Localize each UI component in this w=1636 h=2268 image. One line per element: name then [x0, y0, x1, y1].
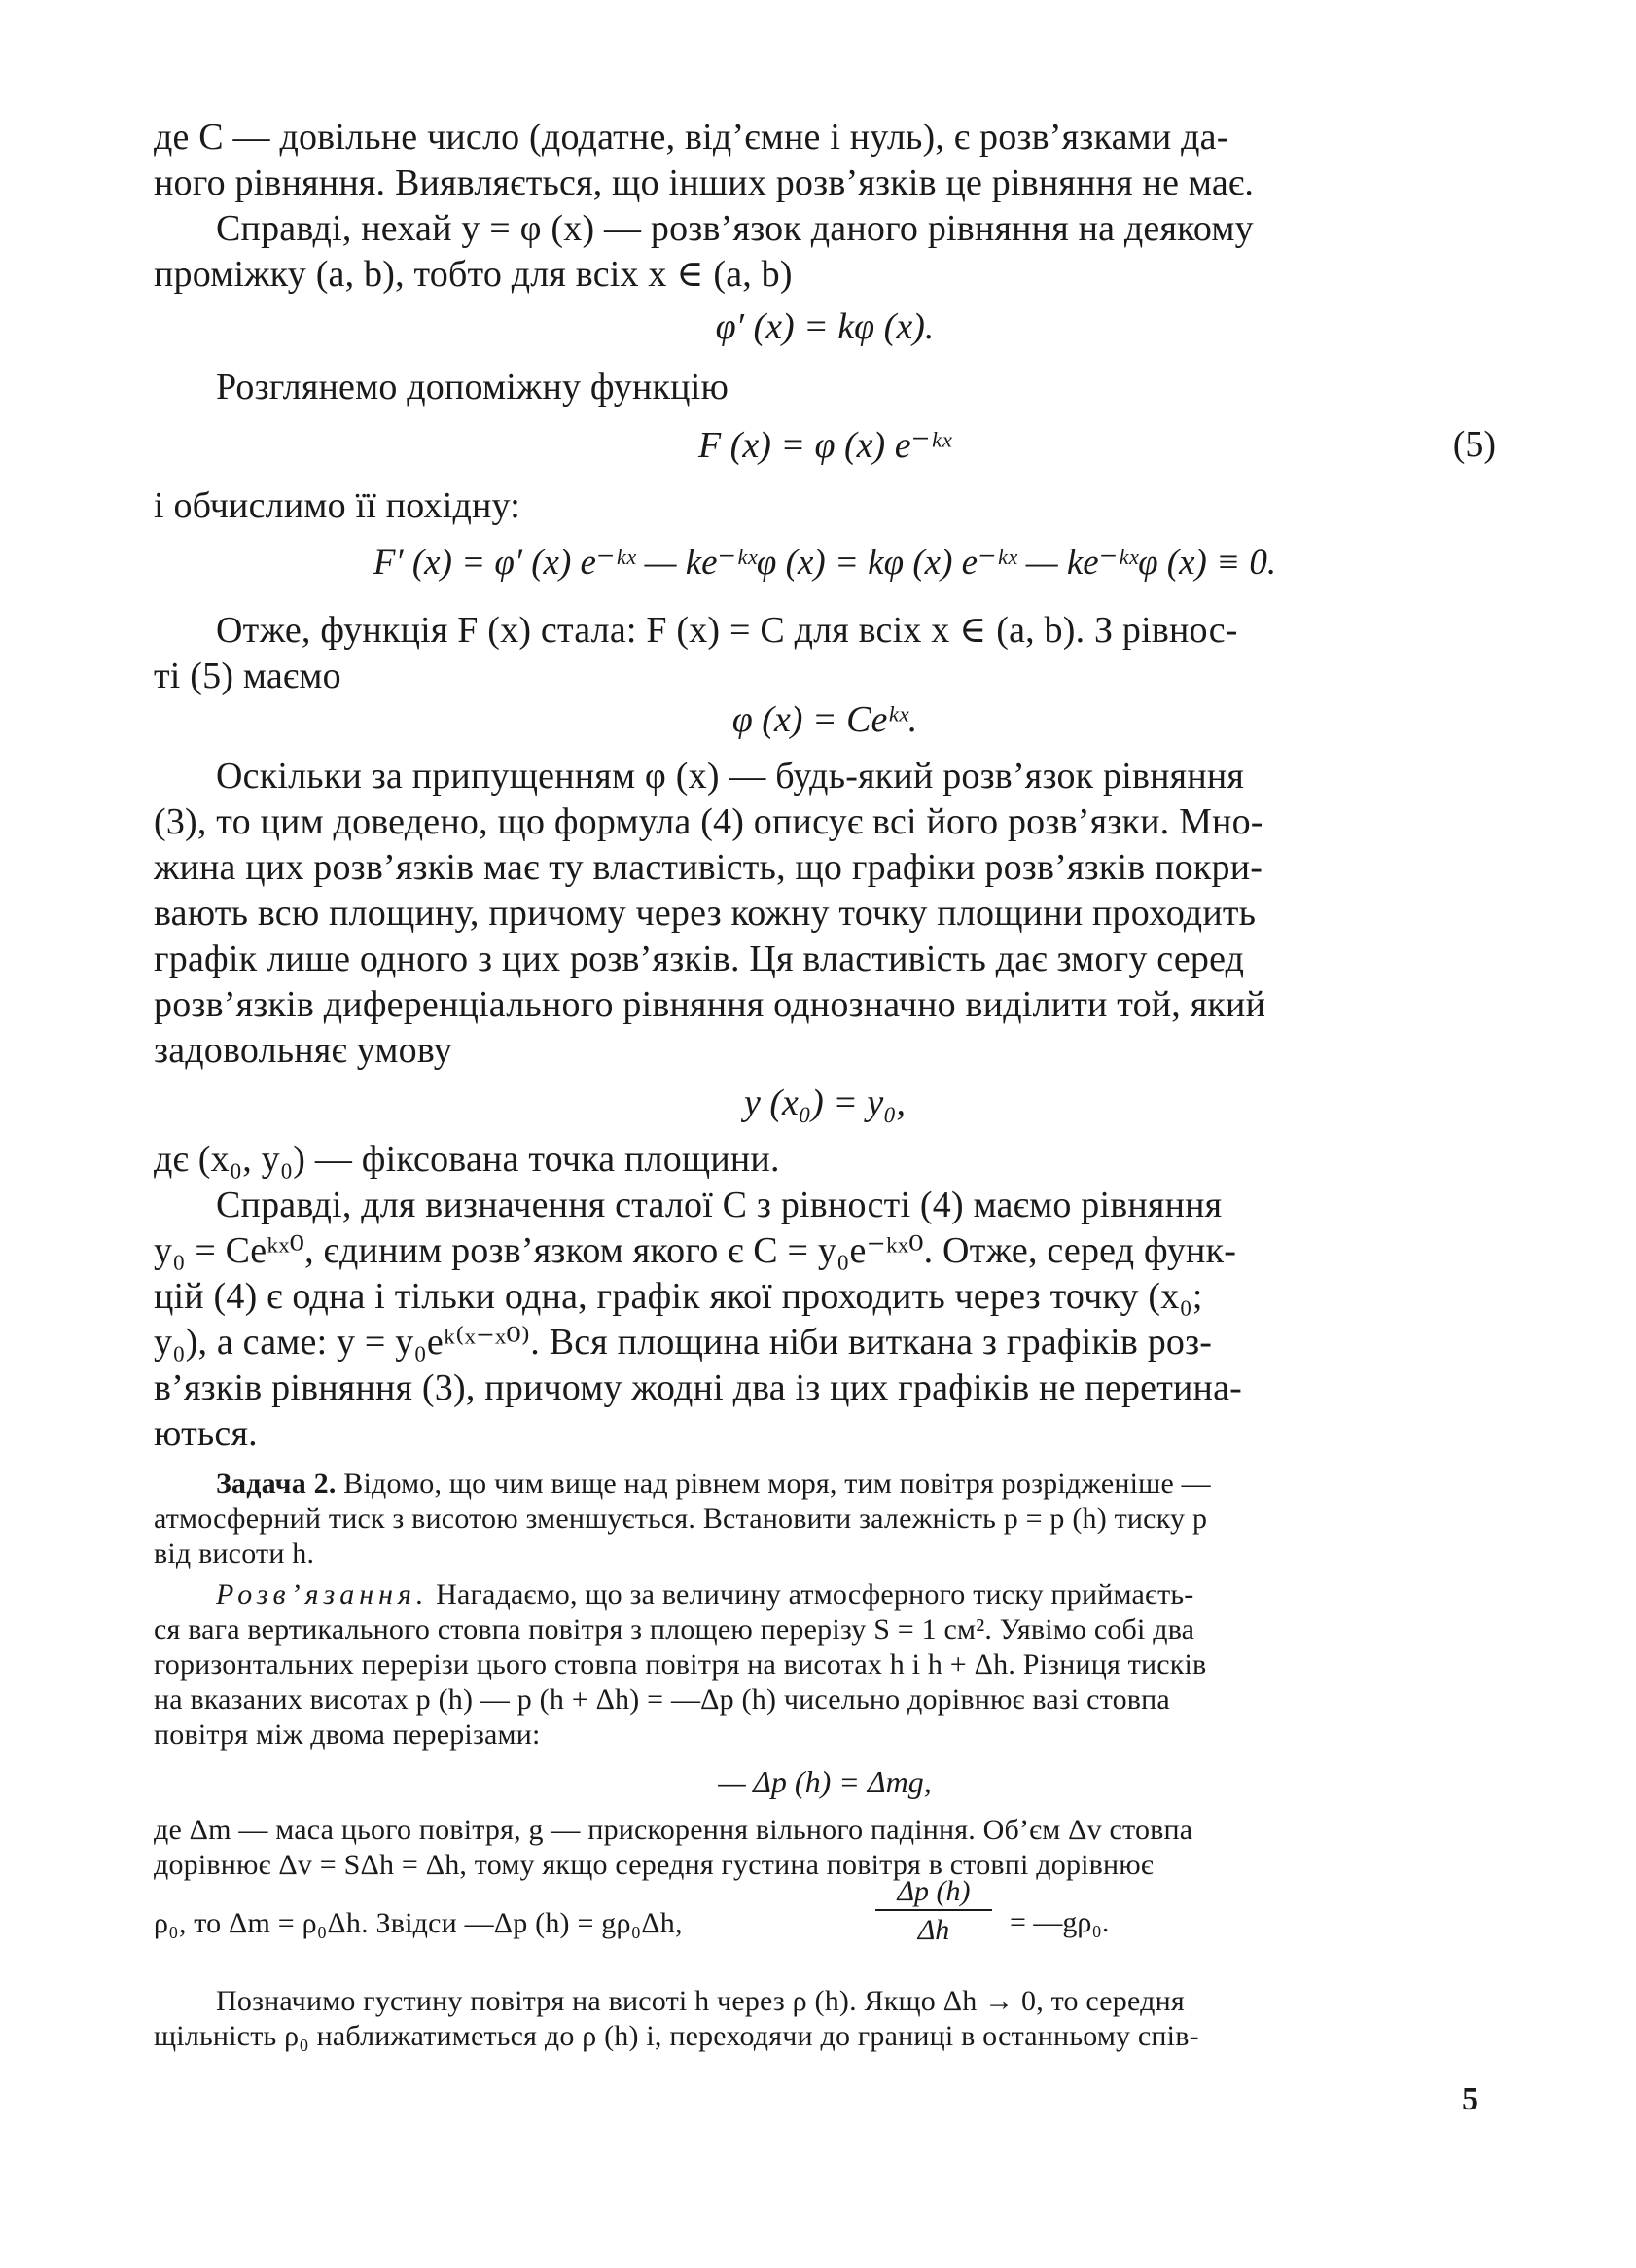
- equation: — Δp (h) = Δmg,: [718, 1764, 932, 1799]
- task-line: атмосферний тиск з висотою зменшується. Встановити залежність p = p (h) тиску p: [154, 1503, 1208, 1535]
- text-line: Розглянемо допоміжну функцію: [216, 367, 729, 408]
- equation: φ′ (x) = kφ (x).: [715, 306, 935, 347]
- task-label: Задача 2.: [216, 1468, 337, 1500]
- text-line: y₀), а саме: y = y₀eᵏ⁽ˣ⁻ˣ⁰⁾. Вся площина ніби виткана з графіків роз-: [154, 1322, 1213, 1363]
- text-line: задовольняє умову: [154, 1030, 452, 1071]
- equation: y (x₀) = y₀,: [744, 1082, 906, 1123]
- solution-line: [216, 1577, 1461, 1612]
- text-line: y₀ = Ceᵏˣ⁰, єдиним розв’язком якого є C = y₀e⁻ᵏˣ⁰. Отже, серед функ-: [154, 1230, 1237, 1271]
- fraction-numerator: Δp (h): [897, 1875, 971, 1907]
- task-text: Відомо, що чим вище над рівнем моря, тим повітря розрідженіше —: [343, 1468, 1211, 1500]
- text-line: (3), то цим доведено, що формула (4) описує всі його розв’язки. Мно-: [154, 801, 1263, 842]
- equation-tail: = —gρ₀.: [1010, 1906, 1110, 1938]
- text-line: жина цих розв’язків має ту властивість, що графіки розв’язків покри-: [154, 847, 1263, 888]
- equation: F′ (x) = φ′ (x) e⁻ᵏˣ — ke⁻ᵏˣφ (x) = kφ (x) e⁻ᵏˣ — ke⁻ᵏˣφ (x) ≡ 0.: [373, 543, 1277, 583]
- task-line: [216, 1467, 1496, 1502]
- text-line: Справді, для визначення сталої C з рівності (4) маємо рівняння: [216, 1185, 1223, 1225]
- text-line: ються.: [154, 1413, 258, 1454]
- solution-line: повітря між двома перерізами:: [154, 1719, 541, 1751]
- text-line: розв’язків диференціального рівняння однозначно виділити той, який: [154, 984, 1266, 1025]
- text-line: в’язків рівняння (3), причому жодні два із цих графіків не перетина-: [154, 1367, 1243, 1408]
- text-line: Справді, нехай y = φ (x) — розв’язок даного рівняння на деякому: [216, 208, 1254, 249]
- text-line: ті (5) маємо: [154, 656, 341, 696]
- task-line: від висоти h.: [154, 1538, 315, 1570]
- text-line: ного рівняння. Виявляється, що інших розв’язків це рівняння не має.: [154, 162, 1255, 203]
- solution-line: Позначимо густину повітря на висоті h через ρ (h). Якщо Δh → 0, то середня: [216, 1985, 1185, 2017]
- equation-number: (5): [1452, 424, 1496, 465]
- text-line: Оскільки за припущенням φ (x) — будь-який розв’язок рівняння: [216, 756, 1245, 797]
- text-line: графік лише одного з цих розв’язків. Ця властивість дає змогу серед: [154, 939, 1245, 979]
- fraction-denominator: Δh: [917, 1914, 950, 1946]
- equation: φ (x) = Ceᵏˣ.: [731, 699, 918, 740]
- solution-line: де Δm — маса цього повітря, g — прискорення вільного падіння. Об’єм Δv стовпа: [154, 1814, 1193, 1846]
- text-line: дє (x₀, y₀) — фіксована точка площини.: [154, 1139, 780, 1180]
- text-line: проміжку (a, b), тобто для всіх x ∈ (a, b): [154, 254, 793, 295]
- text-line: вають всю площину, причому через кожну точку площини проходить: [154, 893, 1257, 934]
- solution-line: ρ₀, то Δm = ρ₀Δh. Звідси —Δp (h) = gρ₀Δh,: [154, 1907, 683, 1939]
- solution-line: щільність ρ₀ наближатиметься до ρ (h) і, переходячи до границі в останньому спів-: [154, 2020, 1199, 2052]
- solution-line: дорівнює Δv = SΔh = Δh, тому якщо середня густина повітря в стовпі дорівнює: [154, 1849, 1154, 1881]
- text-line: цій (4) є одна і тільки одна, графік якої проходить через точку (x₀;: [154, 1276, 1203, 1317]
- solution-label: Розв’язання.: [216, 1578, 429, 1611]
- equation: F (x) = φ (x) e⁻ᵏˣ: [697, 425, 952, 466]
- solution-line: ся вага вертикального стовпа повітря з площею перерізу S = 1 см². Уявімо собі два: [154, 1613, 1195, 1646]
- page-number: 5: [1462, 2081, 1478, 2117]
- fraction-bar: [875, 1909, 992, 1911]
- text-line: Отже, функція F (x) стала: F (x) = C для всіх x ∈ (a, b). З рівнос-: [216, 610, 1238, 651]
- solution-line: горизонтальних перерізи цього стовпа повітря на висотах h і h + Δh. Різниця тисків: [154, 1648, 1207, 1681]
- text-line: де C — довільне число (додатне, від’ємне і нуль), є розв’язками да-: [154, 117, 1229, 158]
- text-line: і обчислимо її похідну:: [154, 485, 520, 526]
- solution-text: Нагадаємо, що за величину атмосферного тиску приймаєть-: [436, 1578, 1194, 1611]
- solution-line: на вказаних висотах p (h) — p (h + Δh) = —Δp (h) чисельно дорівнює вазі стовпа: [154, 1683, 1170, 1716]
